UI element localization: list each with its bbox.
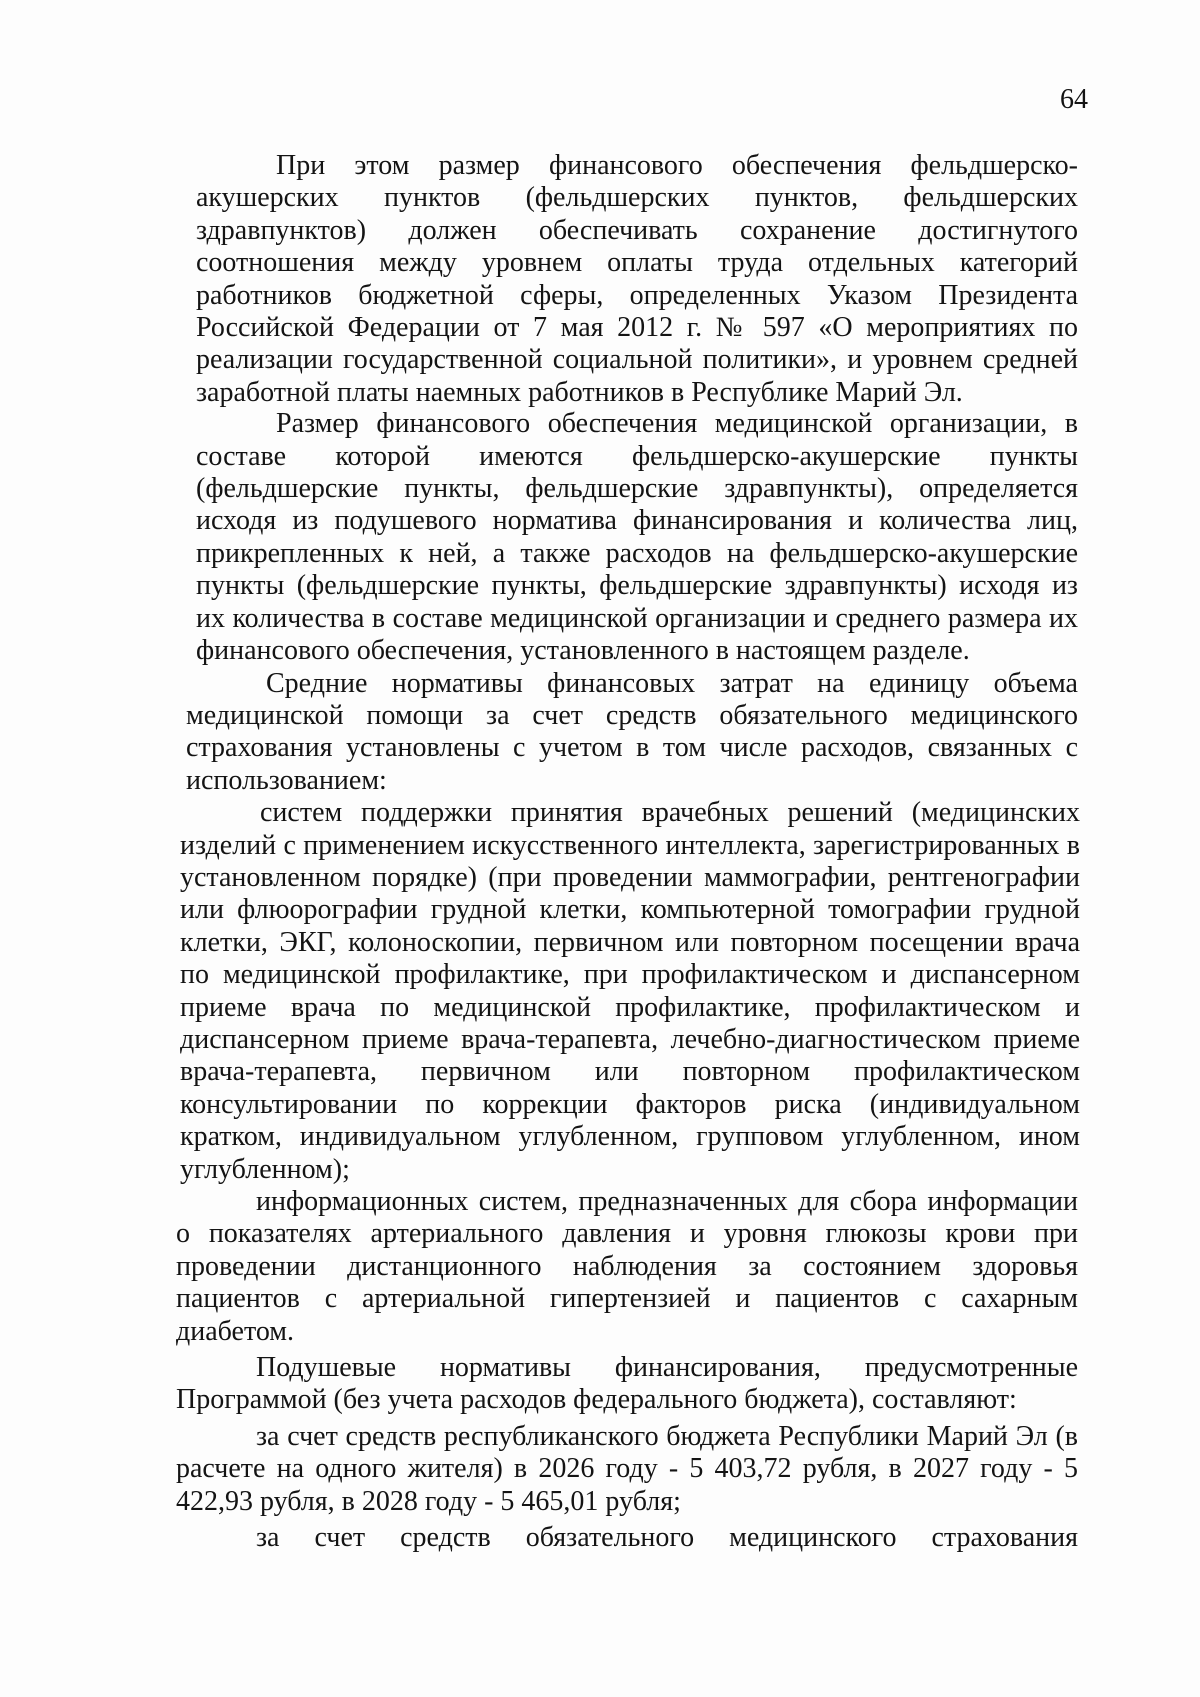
paragraph-feldsher-financing-ratio: При этом размер финансового обеспечения фельдшерско-акушерских пунктов (фельдшерских пунктов, фельдшерских здравпунктов) должен обеспечивать сохранение достигнутого соотношения между уровнем оплаты труда отдельных категорий работников бюджетной сферы, определенных Указом Президента Российской Федерации от 7 мая 2012 г. № 597 «О мероприятиях по реализации государственной социальной политики», и уровнем средней заработной платы наемных работников в Республике Марий Эл. [196, 150, 1078, 408]
paragraph-average-cost-norms: Средние нормативы финансовых затрат на единицу объема медицинской помощи за счет средств обязательного медицинского страхования установлены с учетом в том числе расходов, связанных с использованием: [186, 667, 1078, 796]
paragraph-republic-budget-norms: за счет средств республиканского бюджета Республики Марий Эл (в расчете на одного жителя) в 2026 году - 5 403,72 рубля, в 2027 году - 5 422,93 рубля, в 2028 году - 5 465,01 рубля; [176, 1420, 1078, 1517]
paragraph-oms-norms: за счет средств обязательного медицинского страхования [256, 1522, 1078, 1554]
paragraph-decision-support-systems: систем поддержки принятия врачебных решений (медицинских изделий с применением искусственного интеллекта, зарегистрированных в установленном порядке) (при проведении маммографии, рентгенографии или флюорографии грудной клетки, компьютерной томографии грудной клетки, ЭКГ, колоноскопии, первичном или повторном посещении врача по медицинской профилактике, при профилактическом и диспансерном приеме врача по медицинской профилактике, профилактическом и диспансерном приеме врача-терапевта, лечебно-диагностическом приеме врача-терапевта, первичном или повторном профилактическом консультировании по коррекции факторов риска (индивидуальном кратком, индивидуальном углубленном, групповом углубленном, ином углубленном); [180, 797, 1080, 1185]
paragraph-per-capita-norms: Подушевые нормативы финансирования, предусмотренные Программой (без учета расходов федерального бюджета), составляют: [176, 1352, 1078, 1416]
paragraph-information-systems: информационных систем, предназначенных для сбора информации о показателях артериального давления и уровня глюкозы крови при проведении дистанционного наблюдения за состоянием здоровья пациентов с артериальной гипертензией и пациентов с сахарным диабетом. [176, 1186, 1078, 1347]
page-number: 64 [1060, 84, 1088, 115]
document-body [176, 150, 1080, 1554]
paragraph-medical-organization-financing: Размер финансового обеспечения медицинской организации, в составе которой имеются фельдшерско-акушерские пункты (фельдшерские пункты, фельдшерские здравпункты), определяется исходя из подушевого норматива финансирования и количества лиц, прикрепленных к ней, а также расходов на фельдшерско-акушерские пункты (фельдшерские пункты, фельдшерские здравпункты) исходя из их количества в составе медицинской организации и среднего размера их финансового обеспечения, установленного в настоящем разделе. [196, 408, 1078, 667]
